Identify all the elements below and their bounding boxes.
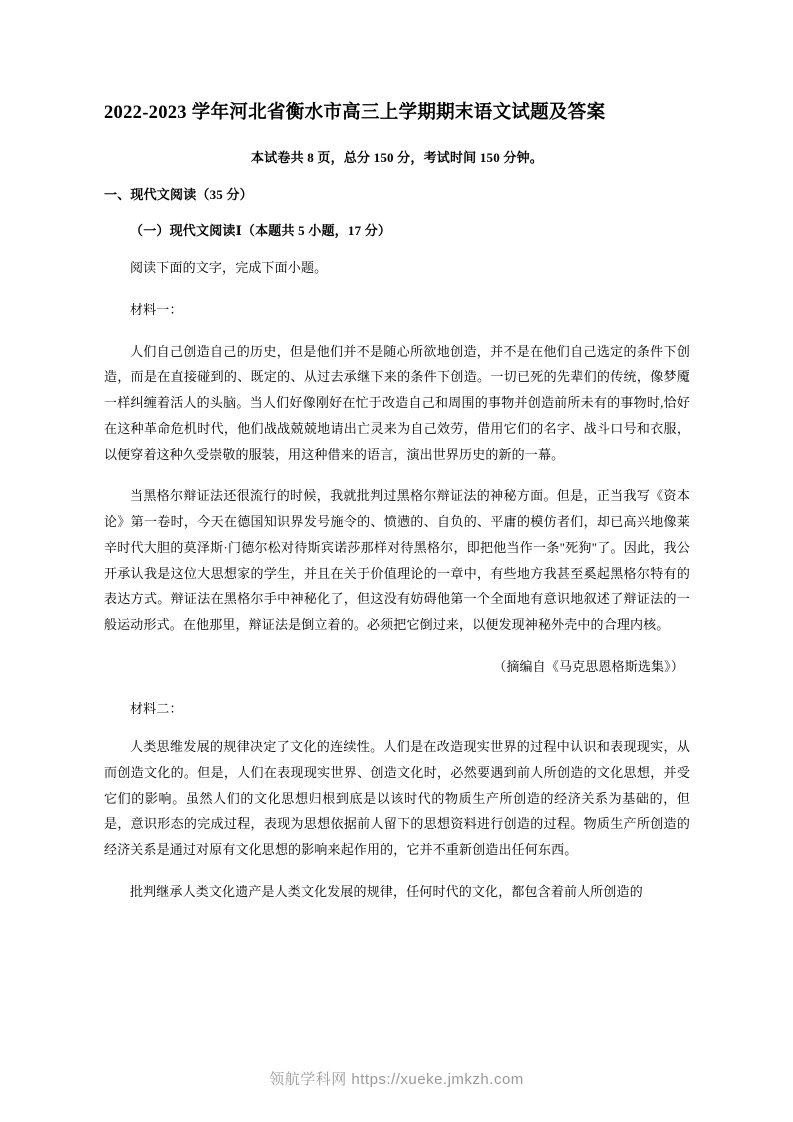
material-one-paragraph-2: 当黑格尔辩证法还很流行的时候，我就批判过黑格尔辩证法的神秘方面。但是，正当我写《资本论》第一卷时，今天在德国知识界发号施令的、愤懑的、自负的、平庸的模仿者们，却已高兴地像莱辛时代大胆的莫泽斯·门德尔松对待斯宾诺莎那样对待黑格尔，即把他当作一条"死狗"了。因此，我公开承认我是这位大思想家的学生，并且在关于价值理论的一章中，有些地方我甚至奚起黑格尔特有的表达方式。辩证法在黑格尔手中神秘化了，但这没有妨碍他第一个全面地有意识地叙述了辩证法的一般运动形式。在他那里，辩证法是倒立着的。必须把它倒过来，以便发现神秘外壳中的合理内核。 bbox=[104, 488, 690, 633]
material-one-citation: （摘编自《马克思恩格斯选集》） bbox=[493, 658, 684, 674]
page-title: 2022-2023 学年河北省衡水市高三上学期期末语文试题及答案 bbox=[104, 103, 606, 123]
material-two-paragraph-1: 人类思维发展的规律决定了文化的连续性。人们是在改造现实世界的过程中认识和表现现实，从而创造文化的。但是，人们在表现现实世界、创造文化时，必然要遇到前人所创造的文化思想，并受它们的影响。虽然人们的文化思想归根到底是以该时代的物质生产所创造的经济关系为基础的，但是，意识形态的完成过程，表现为思想依据前人留下的思想资料进行创造的过程。物质生产所创造的经济关系是通过对原有文化思想的影响来起作用的，它并不重新创造出任何东西。 bbox=[104, 739, 690, 858]
material-one-paragraph-1: 人们自己创造自己的历史，但是他们并不是随心所欲地创造，并不是在他们自己选定的条件下创造，而是在直接碰到的、既定的、从过去承继下来的条件下创造。一切已死的先辈们的传统，像梦魇一样纠缠着活人的头脑。当人们好像刚好在忙于改造自己和周围的事物并创造前所未有的事物时,恰好在这种革命危机时代，他们战战兢兢地请出亡灵来为自己效劳，借用它们的名字、战斗口号和衣服，以便穿着这种久受崇敬的服装，用这种借来的语言，演出世界历史的新的一幕。 bbox=[104, 343, 690, 462]
instruction-text: 阅读下面的文字，完成下面小题。 bbox=[130, 260, 328, 276]
document-body bbox=[104, 96, 690, 905]
material-one-label: 材料一： bbox=[130, 301, 183, 317]
material-two-label: 材料二： bbox=[130, 700, 183, 716]
exam-info-line: 本试卷共 8 页，总分 150 分，考试时间 150 分钟。 bbox=[250, 150, 543, 166]
subsection-heading-modern-reading-1: （一）现代文阅读Ⅰ（本题共 5 小题，17 分） bbox=[130, 223, 392, 239]
section-heading-modern-reading: 一、现代文阅读（35 分） bbox=[104, 187, 253, 203]
material-two-paragraph-2: 批判继承人类文化遗产是人类文化发展的规律，任何时代的文化，都包含着前人所创造的 bbox=[130, 883, 643, 899]
watermark-footer: 领航学科网 https://xueke.jmkzh.com bbox=[269, 1071, 524, 1088]
